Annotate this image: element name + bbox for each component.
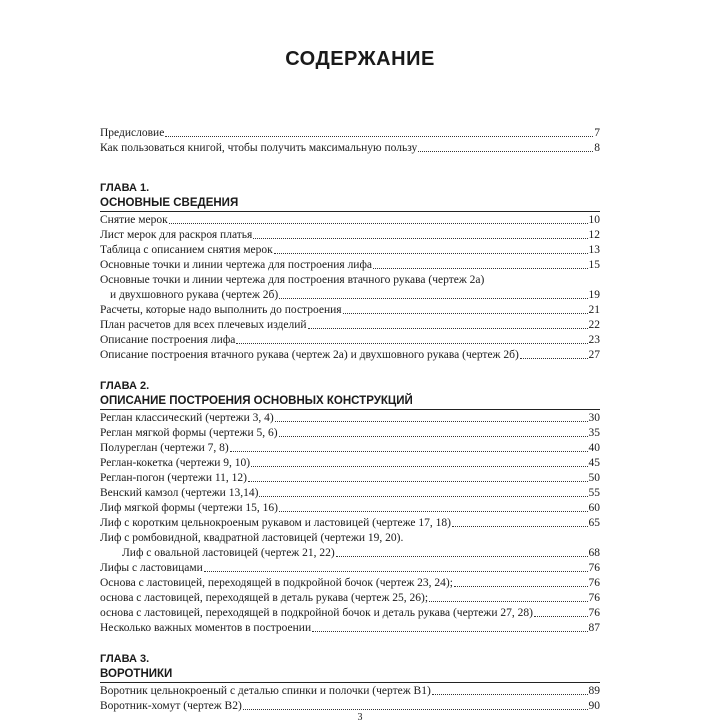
toc-entry-text: План расчетов для всех плечевых изделий	[100, 319, 307, 331]
dot-leader	[259, 496, 587, 497]
toc-entry	[100, 606, 600, 621]
dot-leader	[243, 709, 588, 710]
dot-leader	[279, 511, 587, 512]
toc-entry	[100, 348, 600, 363]
chapter-label: ГЛАВА 3.	[100, 653, 150, 665]
toc-entry-page: 55	[588, 487, 600, 499]
dot-leader	[454, 586, 588, 587]
toc-entry	[100, 486, 600, 501]
toc-entry	[100, 501, 600, 516]
toc-entry	[100, 426, 600, 441]
toc-entry-page: 30	[588, 412, 600, 424]
dot-leader	[432, 694, 588, 695]
toc-entry	[100, 333, 600, 348]
chapter-label: ГЛАВА 2.	[100, 380, 150, 392]
toc-chapter-3	[100, 652, 600, 714]
dot-leader	[279, 436, 588, 437]
toc-entry-text: Снятие мерок	[100, 214, 168, 226]
toc-entry-text: Лиф мягкой формы (чертежи 15, 16)	[100, 502, 279, 514]
toc-entry-page: 21	[588, 304, 600, 316]
toc-entry-text: и двухшовного рукава (чертеж 2б)	[110, 289, 279, 301]
toc-entry-text: Основные точки и линии чертежа для построения втачного рукава (чертеж 2а)	[100, 274, 485, 286]
page-number: 3	[357, 712, 363, 723]
toc-entry	[100, 228, 600, 243]
toc-entry	[100, 258, 600, 273]
toc-entry-text: Основа с ластовицей, переходящей в подкройной бочок (чертеж 23, 24);	[100, 577, 453, 589]
toc-entry-text: Венский камзол (чертежи 13,14)	[100, 487, 259, 499]
toc-entry-text: Лист мерок для раскроя платья	[100, 229, 253, 241]
dot-leader	[251, 466, 587, 467]
toc-entry-page: 76	[588, 577, 600, 589]
toc-entry-page: 27	[588, 349, 600, 361]
dot-leader	[274, 253, 588, 254]
dot-leader	[308, 328, 588, 329]
dot-leader	[373, 268, 587, 269]
toc-entry-page: 12	[588, 229, 600, 241]
toc-entry	[100, 456, 600, 471]
toc-entry	[100, 471, 600, 486]
toc-entry-page: 23	[588, 334, 600, 346]
toc-entry-page: 76	[588, 562, 600, 574]
dot-leader	[204, 571, 588, 572]
chapter-label: ГЛАВА 1.	[100, 182, 150, 194]
toc-entry-text: Предисловие	[100, 127, 165, 139]
dot-leader	[279, 298, 587, 299]
dot-leader	[452, 526, 588, 527]
toc-entry	[100, 318, 600, 333]
toc-entry-page: 8	[594, 142, 600, 154]
toc-entry-page: 87	[588, 622, 600, 634]
toc-entry	[100, 243, 600, 258]
dot-leader	[275, 421, 588, 422]
toc-chapter-1	[100, 181, 600, 363]
toc-entry	[100, 126, 600, 141]
toc-entry-text: Реглан мягкой формы (чертежи 5, 6)	[100, 427, 278, 439]
toc-entry-text: Описание построения втачного рукава (чертеж 2а) и двухшовного рукава (чертеж 2б)	[100, 349, 519, 361]
toc-entry	[100, 141, 600, 156]
dot-leader	[169, 223, 588, 224]
dot-leader	[520, 358, 588, 359]
toc-entry-page: 40	[588, 442, 600, 454]
chapter-title: ОСНОВНЫЕ СВЕДЕНИЯ	[100, 196, 600, 212]
toc-entry-page: 35	[588, 427, 600, 439]
toc-entry	[100, 516, 600, 531]
dot-leader	[343, 313, 588, 314]
dot-leader	[418, 151, 593, 152]
toc-entry-page: 10	[588, 214, 600, 226]
dot-leader	[248, 481, 588, 482]
dot-leader	[230, 451, 588, 452]
toc-entry	[100, 411, 600, 426]
toc-entry	[100, 684, 600, 699]
toc-entry	[100, 273, 600, 288]
dot-leader	[165, 136, 593, 137]
toc-entry-text: Воротник-хомут (чертеж В2)	[100, 700, 242, 712]
toc-entry-page: 19	[588, 289, 600, 301]
toc-entry-text: Реглан классический (чертежи 3, 4)	[100, 412, 274, 424]
toc-entry-text: Таблица с описанием снятия мерок	[100, 244, 273, 256]
toc-entry-page: 13	[588, 244, 600, 256]
toc-entry	[100, 213, 600, 228]
toc-entry-text: Описание построения лифа	[100, 334, 236, 346]
toc-entry-text: Воротник цельнокроеный с деталью спинки и полочки (чертеж В1)	[100, 685, 431, 697]
toc-entry-page: 76	[588, 607, 600, 619]
toc-intro	[100, 126, 600, 156]
toc-entry	[100, 441, 600, 456]
toc-entry	[100, 288, 600, 303]
toc-entry-page: 7	[594, 127, 600, 139]
toc-entry-text: Расчеты, которые надо выполнить до построения	[100, 304, 342, 316]
page-title: СОДЕРЖАНИЕ	[285, 48, 435, 70]
toc-entry-page: 50	[588, 472, 600, 484]
toc-entry-page: 76	[588, 592, 600, 604]
dot-leader	[534, 616, 588, 617]
toc-entry-text: Основные точки и линии чертежа для построения лифа	[100, 259, 373, 271]
toc-entry	[100, 621, 600, 636]
toc-entry-text: Несколько важных моментов в построении	[100, 622, 312, 634]
chapter-title: ВОРОТНИКИ	[100, 667, 600, 683]
toc-entry-text: Как пользоваться книгой, чтобы получить максимальную пользу	[100, 142, 418, 154]
toc-entry-text: основа с ластовицей, переходящей в деталь рукава (чертеж 25, 26);	[100, 592, 429, 604]
toc-entry	[100, 303, 600, 318]
toc-entry	[100, 531, 600, 546]
toc-entry	[100, 546, 600, 561]
dot-leader	[236, 343, 587, 344]
toc-entry-text: Реглан-погон (чертежи 11, 12)	[100, 472, 247, 484]
toc-entry-text: Реглан-кокетка (чертежи 9, 10)	[100, 457, 251, 469]
dot-leader	[429, 601, 587, 602]
toc-entry	[100, 576, 600, 591]
toc-entry-page: 22	[588, 319, 600, 331]
toc-entry	[100, 591, 600, 606]
dot-leader	[253, 238, 587, 239]
toc-entry-text: Лиф с овальной ластовицей (чертеж 21, 22)	[122, 547, 335, 559]
toc-entry-text: Полуреглан (чертежи 7, 8)	[100, 442, 229, 454]
toc-entry-page: 89	[588, 685, 600, 697]
toc-entry-page: 45	[588, 457, 600, 469]
toc-entry-page: 65	[588, 517, 600, 529]
toc-entry-page: 68	[588, 547, 600, 559]
toc-entry-page: 90	[588, 700, 600, 712]
chapter-title: ОПИСАНИЕ ПОСТРОЕНИЯ ОСНОВНЫХ КОНСТРУКЦИЙ	[100, 394, 600, 410]
toc-entry-page: 60	[588, 502, 600, 514]
toc-entry-text: основа с ластовицей, переходящей в подкройной бочок и деталь рукава (чертежи 27, 28)	[100, 607, 533, 619]
dot-leader	[312, 631, 587, 632]
toc-entry-text: Лиф с коротким цельнокроеным рукавом и ластовицей (чертеже 17, 18)	[100, 517, 451, 529]
toc-entry-text: Лиф с ромбовидной, квадратной ластовицей (чертежи 19, 20).	[100, 532, 404, 544]
toc-chapter-2	[100, 379, 600, 636]
toc-entry	[100, 561, 600, 576]
dot-leader	[336, 556, 588, 557]
toc-entry-page: 15	[588, 259, 600, 271]
toc-entry-text: Лифы с ластовицами	[100, 562, 203, 574]
